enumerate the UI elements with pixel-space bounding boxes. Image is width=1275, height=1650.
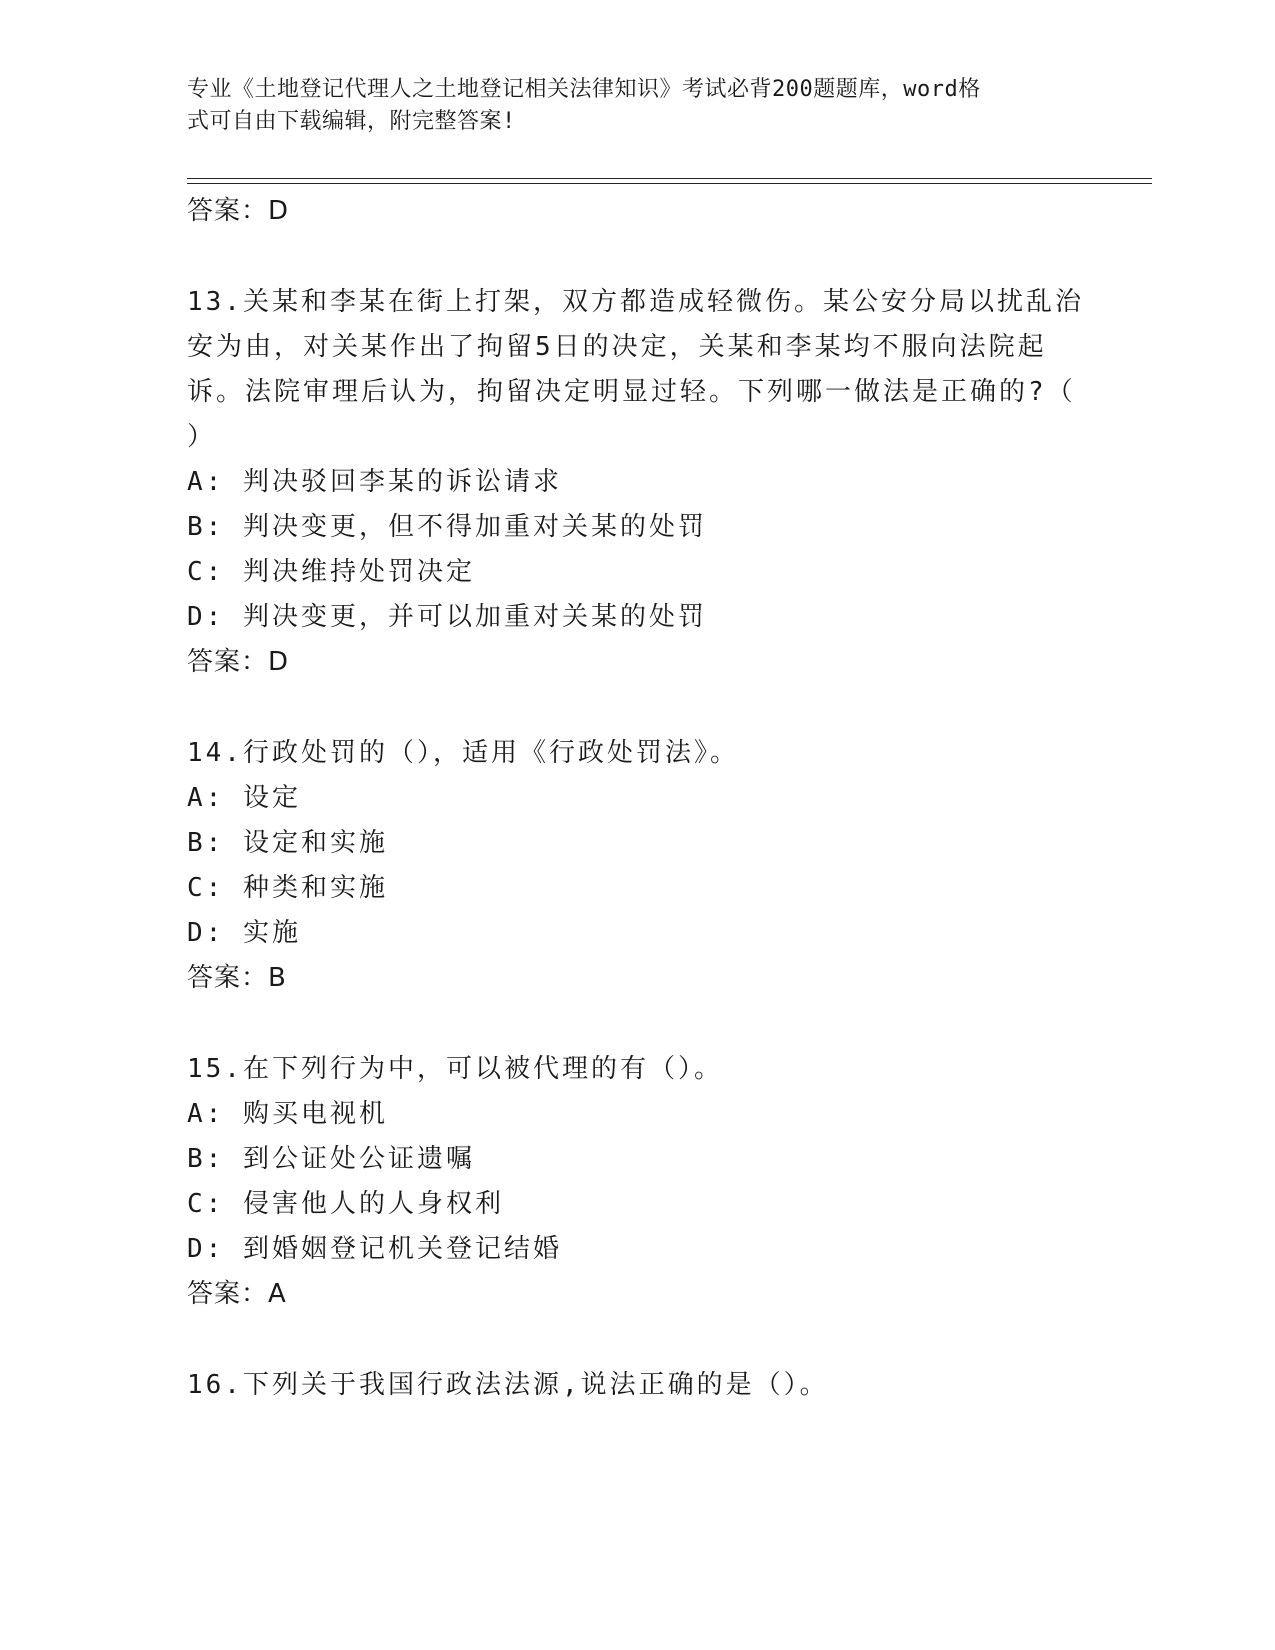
answer-line: 答案：D	[187, 647, 290, 677]
question-14: 14.行政处罚的（），适用《行政处罚法》。	[187, 738, 739, 768]
question-15: 15.在下列行为中，可以被代理的有（）。	[187, 1054, 723, 1084]
question-16: 16.下列关于我国行政法法源,说法正确的是（）。	[187, 1370, 829, 1400]
option-c: C: 侵害他人的人身权利	[187, 1189, 504, 1219]
option-c: C: 种类和实施	[187, 873, 388, 903]
option-a: A: 设定	[187, 783, 301, 813]
option-b: B: 设定和实施	[187, 828, 388, 858]
header-divider-top	[187, 178, 1152, 179]
answer-line: 答案：A	[187, 1279, 287, 1309]
answer-line: 答案：B	[187, 963, 287, 993]
option-a: A: 购买电视机	[187, 1099, 388, 1129]
question-13-line-3: 诉。法院审理后认为，拘留决定明显过轻。下列哪一做法是正确的?（	[187, 377, 1076, 407]
header-line-1: 专业《土地登记代理人之土地登记相关法律知识》考试必背200题题库，word格	[187, 77, 981, 102]
option-c: C: 判决维持处罚决定	[187, 557, 475, 587]
header-line-2: 式可自由下载编辑，附完整答案!	[187, 109, 516, 134]
option-d: D: 到婚姻登记机关登记结婚	[187, 1234, 562, 1264]
option-b: B: 判决变更，但不得加重对关某的处罚	[187, 512, 707, 542]
header-divider-bottom	[187, 183, 1152, 184]
document-header	[187, 74, 1067, 138]
option-d: D: 实施	[187, 918, 301, 948]
answer-line: 答案：D	[187, 196, 290, 226]
question-13-line-4: ）	[187, 422, 217, 452]
option-a: A: 判决驳回李某的诉讼请求	[187, 467, 562, 497]
option-d: D: 判决变更，并可以加重对关某的处罚	[187, 602, 707, 632]
question-13-line-1: 13.关某和李某在街上打架，双方都造成轻微伤。某公安分局以扰乱治	[187, 287, 1084, 317]
question-13-line-2: 安为由，对关某作出了拘留5日的决定，关某和李某均不服向法院起	[187, 332, 1047, 362]
option-b: B: 到公证处公证遗嘱	[187, 1144, 475, 1174]
